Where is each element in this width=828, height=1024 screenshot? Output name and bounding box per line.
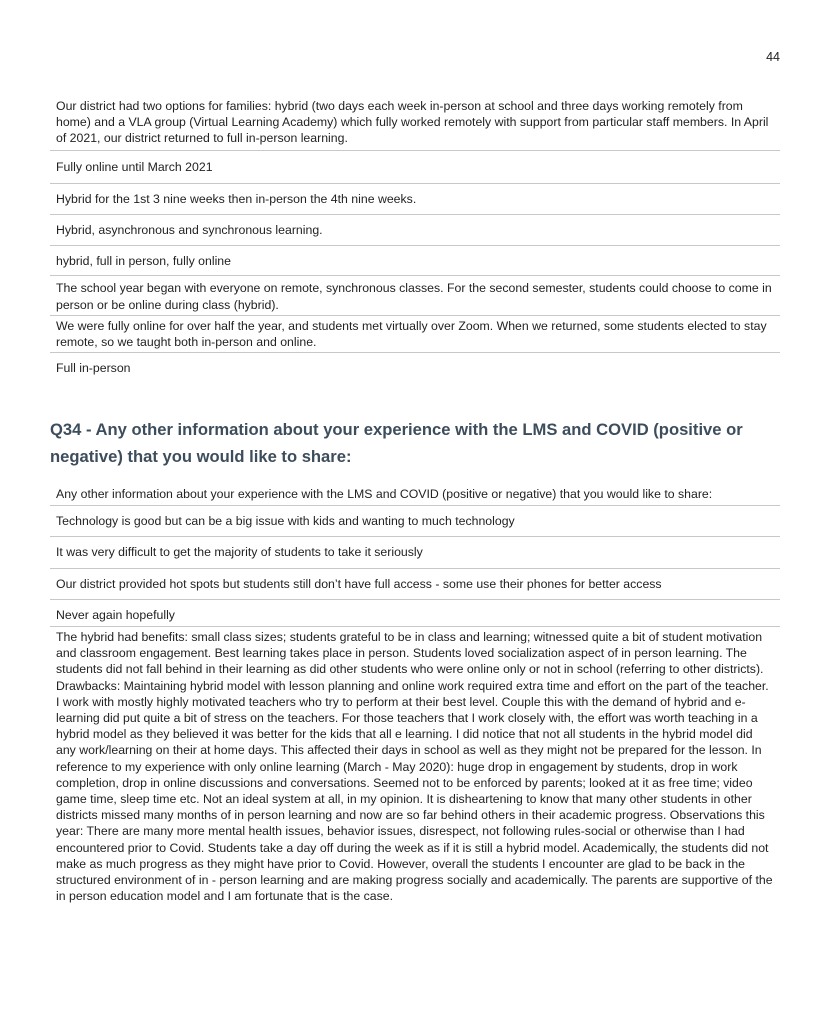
table-row: The school year began with everyone on remote, synchronous classes. For the second semester, students could choose to come in person or be online during class (hybrid). — [50, 276, 780, 315]
page-number: 44 — [766, 50, 780, 64]
response-table-q33 — [50, 95, 780, 379]
table-row: Our district provided hot spots but students still don’t have full access - some use their phones for better access — [50, 569, 780, 600]
response-table-q34 — [50, 483, 780, 907]
table-row: Our district had two options for families: hybrid (two days each week in-person at school and three days working remotely from home) and a VLA group (Virtual Learning Academy) which fully worked remotely with support from particular staff members. In April of 2021, our district returned to full in-person learning. — [50, 95, 780, 151]
table-row: Fully online until March 2021 — [50, 151, 780, 184]
section-heading: Q34 - Any other information about your experience with the LMS and COVID (positive or negative) that you would like to share: — [50, 420, 743, 466]
table-row: Never again hopefully — [50, 600, 780, 627]
table-row: Full in-person — [56, 361, 131, 376]
table-row: Any other information about your experience with the LMS and COVID (positive or negative) that you would like to share: — [50, 483, 780, 506]
table-row: The hybrid had benefits: small class sizes; students grateful to be in class and learning; witnessed quite a bit of student motivation and classroom engagement. Best learning takes place in person. Students loved socialization aspect of in person learning. The students did not fall behind in their learning as did other students who were online only or not in school (referring to other districts). Drawbacks: Maintaining hybrid model with lesson planning and online work required extra time and effort on the part of the teacher. I work with mostly highly motivated teachers who try to perform at their best level. Couple this with the demand of hybrid and e-learning did put quite a bit of stress on the teachers. For those teachers that I work closely with, the effort was worth teaching in a hybrid model as they believed it was better for the kids that all e learning. I did notice that not all students in the hybrid model did any work/learning on their at home days. This affected their days in school as well as they might not be prepared for the lesson. In reference to my experience with only online learning (March - May 2020): huge drop in engagement by students, drop in work completion, drop in online discussions and conversations. Seemed not to be enforced by parents; looked at it as free time; video game time, sleep time etc. Not an ideal system at all, in my opinion. It is disheartening to know that many other students in other districts missed many months of in person learning and now are so far behind others in their academic progress. Observations this year: There are many more mental health issues, behavior issues, disrespect, not following rules-social or otherwise than I had encountered prior to Covid. Students take a day off during the week as if it is still a hybrid model. Academically, the students did not make as much progress as they might have prior to Covid. However, overall the students I encounter are glad to be back in the structured environment of in - person learning and are making progress socially and academically. The parents are supportive of the in person education model and I am fortunate that is the case. — [56, 630, 773, 904]
table-row: Hybrid for the 1st 3 nine weeks then in-person the 4th nine weeks. — [50, 184, 780, 215]
table-row: hybrid, full in person, fully online — [50, 246, 780, 276]
table-row: Hybrid, asynchronous and synchronous learning. — [50, 215, 780, 246]
table-row: Technology is good but can be a big issue with kids and wanting to much technology — [50, 506, 780, 537]
table-row: It was very difficult to get the majority of students to take it seriously — [50, 537, 780, 568]
table-row: We were fully online for over half the year, and students met virtually over Zoom. When we returned, some students elected to stay remote, so we taught both in-person and online. — [50, 316, 780, 353]
